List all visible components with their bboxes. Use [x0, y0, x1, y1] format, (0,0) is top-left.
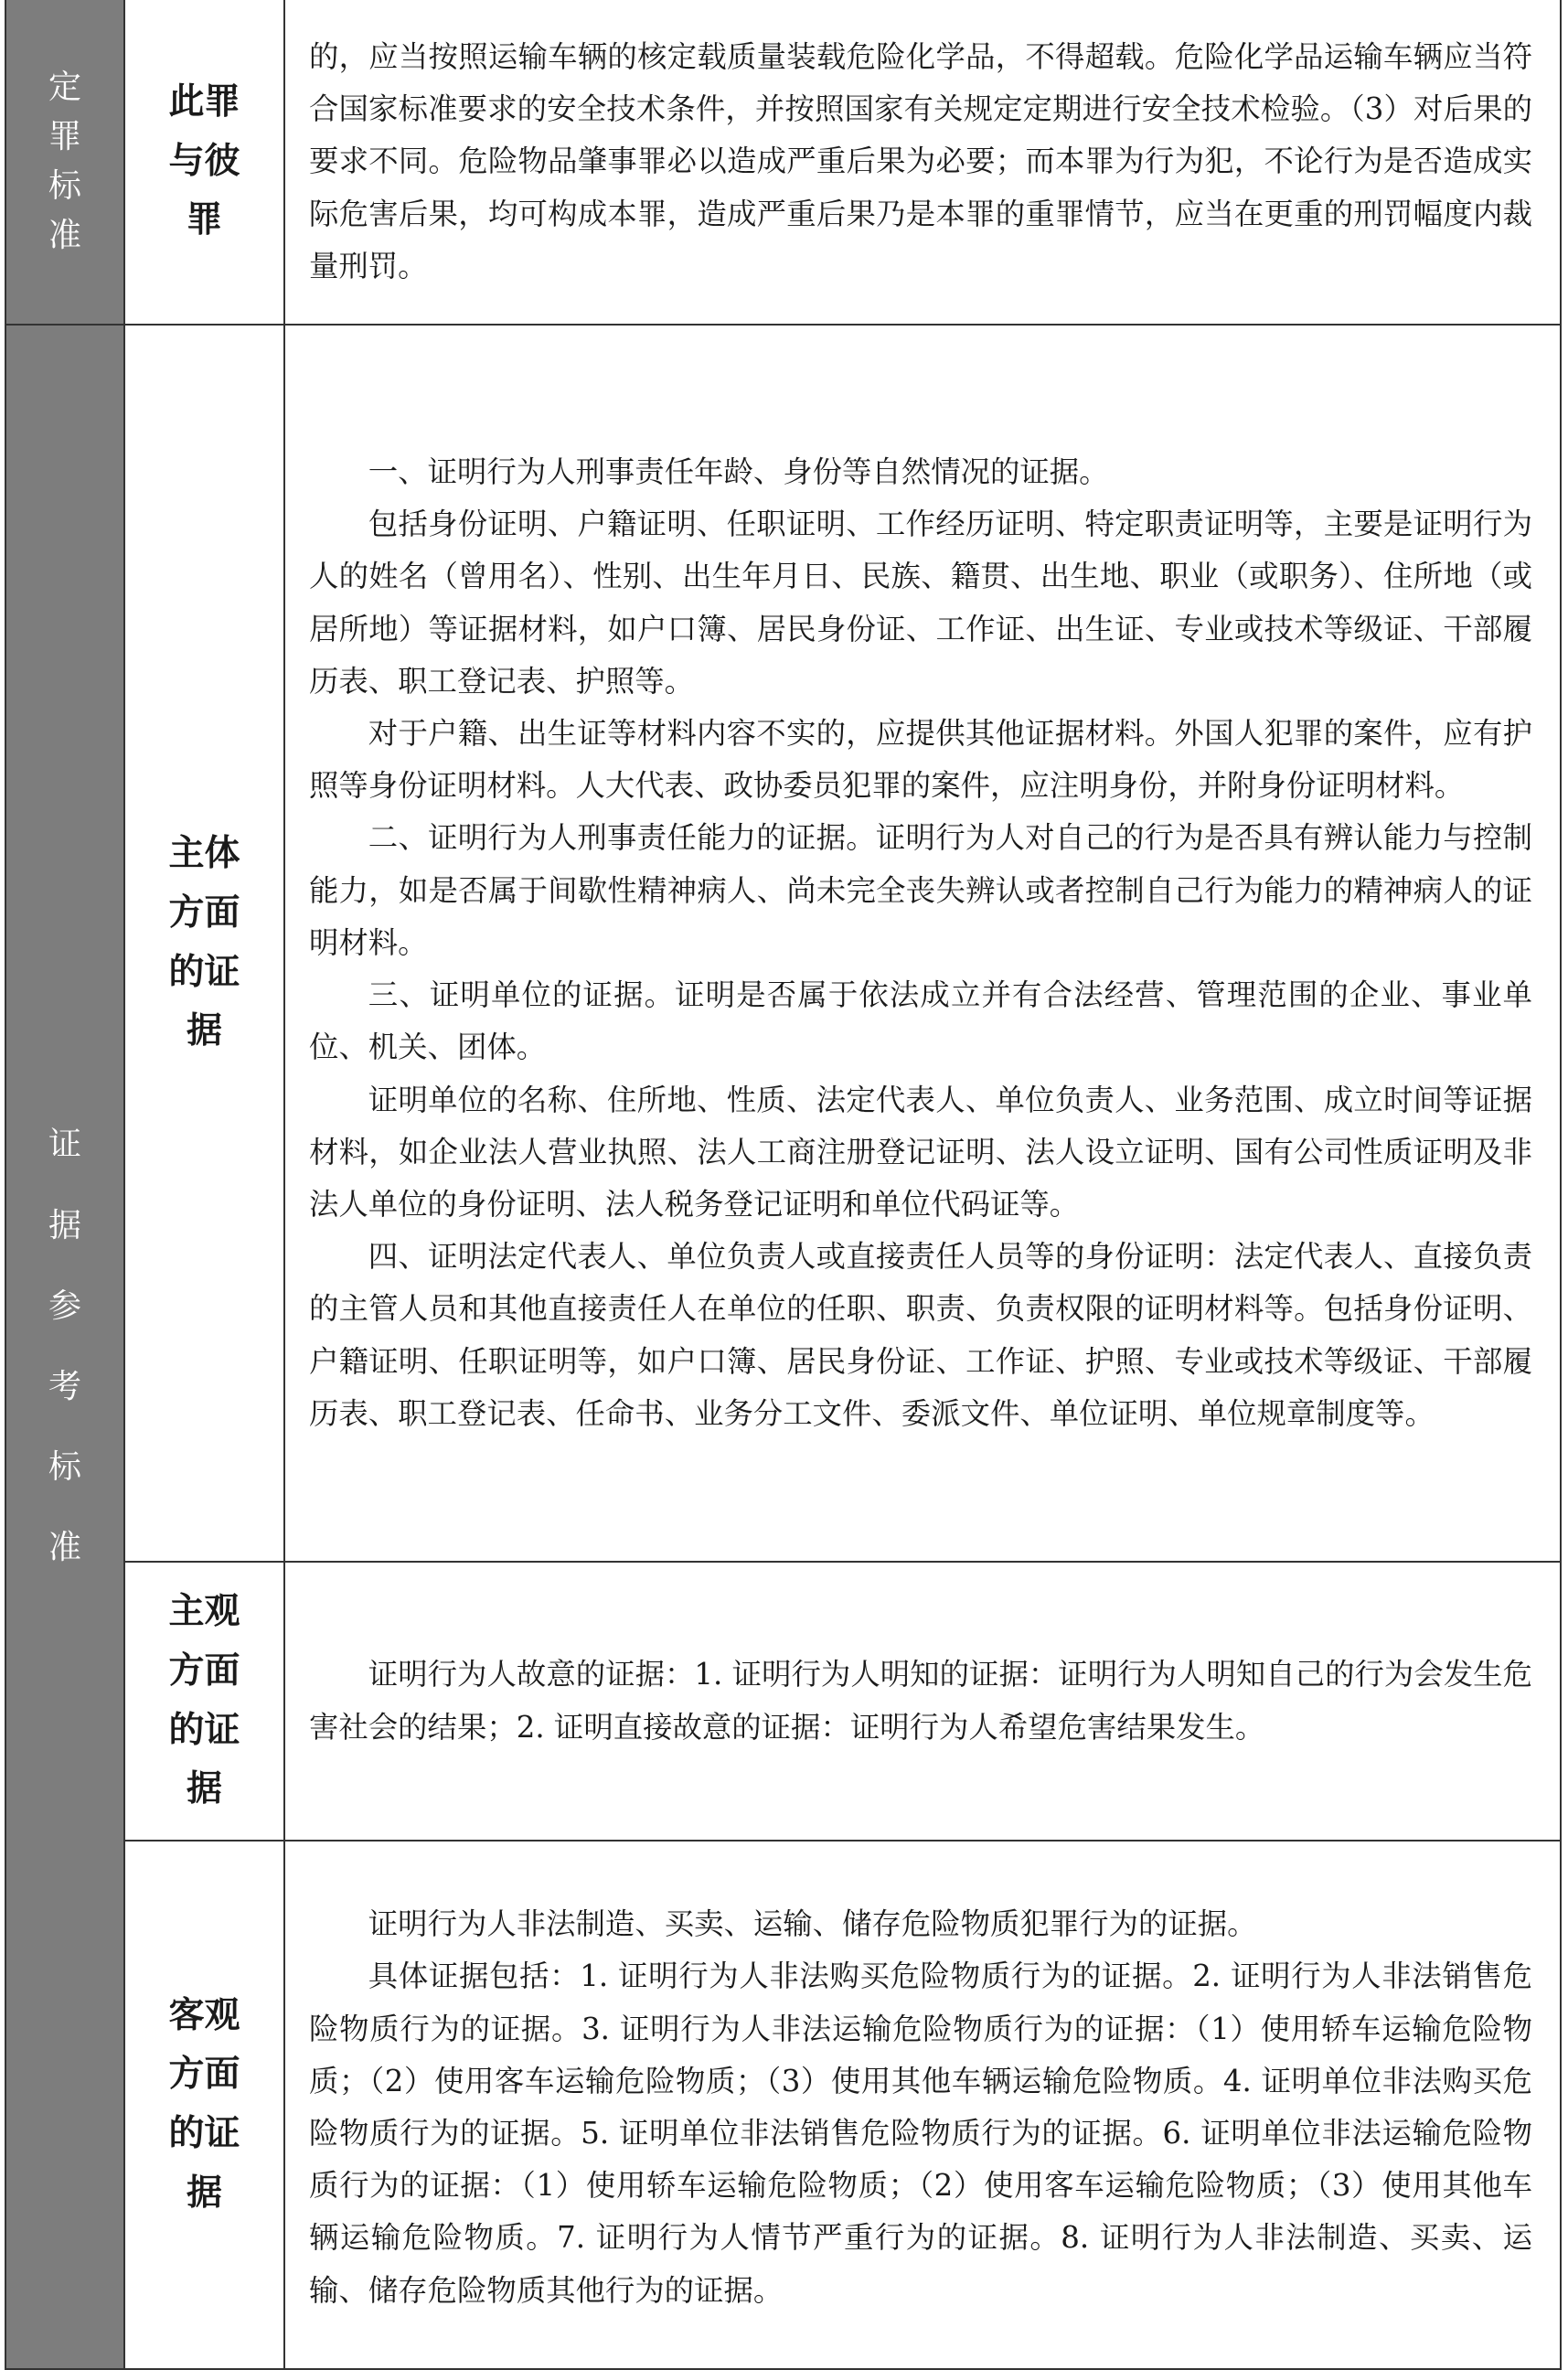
content-paragraph: 四、证明法定代表人、单位负责人或直接责任人员等的身份证明：法定代表人、直接负责的主管人员和其他直接责任人在单位的任职、职责、负责权限的证明材料等。包括身份证明、户籍证明、任职证明等，如户口簿、居民身份证、工作证、护照、专业或技术等级证、干部履历表、职工登记表、任命书、业务分工文件、委派文件、单位证明、单位规章制度等。 [309, 1239, 1532, 1431]
content-paragraph: 的，应当按照运输车辆的核定载质量装载危险化学品，不得超载。危险化学品运输车辆应当符合国家标准要求的安全技术条件，并按照国家有关规定定期进行安全技术检验。（3）对后果的要求不同。危险物品肇事罪必以造成严重后果为必要；而本罪为行为犯，不论行为是否造成实际危害后果，均可构成本罪，造成严重后果乃是本罪的重罪情节，应当在更重的刑罚幅度内裁量刑罚。 [309, 38, 1532, 283]
row-subtitle: 此罪与彼罪 [168, 80, 240, 241]
subtitle-cell [124, 325, 284, 1562]
content-paragraph: 包括身份证明、户籍证明、任职证明、工作经历证明、特定职责证明等，主要是证明行为人的姓名（曾用名）、性别、出生年月日、民族、籍贯、出生地、职业（或职务）、住所地（或居所地）等证据材料，如户口簿、居民身份证、工作证、出生证、专业或技术等级证、干部履历表、职工登记表、护照等。 [309, 507, 1532, 699]
content-cell [284, 0, 1561, 325]
subtitle-cell [124, 1841, 284, 2369]
content-paragraph: 二、证明行为人刑事责任能力的证据。证明行为人对自己的行为是否具有辨认能力与控制能力，如是否属于间歇性精神病人、尚未完全丧失辨认或者控制自己行为能力的精神病人的证明材料。 [309, 820, 1532, 960]
content-paragraph: 证明行为人非法制造、买卖、运输、储存危险物质犯罪行为的证据。 [368, 1906, 1257, 1942]
row-subtitle: 客观方面的证据 [168, 1994, 240, 2214]
subtitle-cell [124, 0, 284, 325]
content-paragraph: 证明单位的名称、住所地、性质、法定代表人、单位负责人、业务范围、成立时间等证据材料，如企业法人营业执照、法人工商注册登记证明、法人设立证明、国有公司性质证明及非法人单位的身份证明、法人税务登记证明和单位代码证等。 [309, 1082, 1532, 1222]
content-cell [284, 1841, 1561, 2369]
category-cell [5, 0, 124, 325]
content-paragraph: 一、证明行为人刑事责任年龄、身份等自然情况的证据。 [368, 454, 1109, 490]
content-cell [284, 325, 1561, 1562]
content-paragraph: 证明行为人故意的证据：1. 证明行为人明知的证据：证明行为人明知自己的行为会发生危害社会的结果；2. 证明直接故意的证据：证明行为人希望危害结果发生。 [309, 1657, 1532, 1745]
table-row [5, 0, 1561, 325]
table-row [5, 1841, 1561, 2369]
table-row [5, 1562, 1561, 1841]
content-paragraph: 对于户籍、出生证等材料内容不实的，应提供其他证据材料。外国人犯罪的案件，应有护照等身份证明材料。人大代表、政协委员犯罪的案件，应注明身份，并附身份证明材料。 [309, 716, 1532, 804]
content-cell [284, 1562, 1561, 1841]
row-subtitle: 主体方面的证据 [168, 833, 240, 1052]
category-cell [5, 325, 124, 2369]
table-row [5, 325, 1561, 1562]
content-paragraph: 具体证据包括：1. 证明行为人非法购买危险物质行为的证据。2. 证明行为人非法销售危险物质行为的证据。3. 证明行为人非法运输危险物质行为的证据：（1）使用轿车运输危险物质；（2）使用客车运输危险物质；（3）使用其他车辆运输危险物质。4. 证明单位非法购买危险物质行为的证据。5. 证明单位非法销售危险物质行为的证据。6. 证明单位非法运输危险物质行为的证据：（1）使用轿车运输危险物质；（2）使用客车运输危险物质；（3）使用其他车辆运输危险物质。7. 证明行为人情节严重行为的证据。8. 证明行为人非法制造、买卖、运输、储存危险物质其他行为的证据。 [309, 1959, 1532, 2308]
category-label: 定罪标准 [48, 69, 81, 254]
content-paragraph: 三、证明单位的证据。证明是否属于依法成立并有合法经营、管理范围的企业、事业单位、机关、团体。 [309, 977, 1532, 1065]
subtitle-cell [124, 1562, 284, 1841]
row-subtitle: 主观方面的证据 [168, 1591, 240, 1810]
evidence-standard-table [5, 0, 1562, 2370]
category-label: 证据参考标准 [48, 1126, 81, 1567]
